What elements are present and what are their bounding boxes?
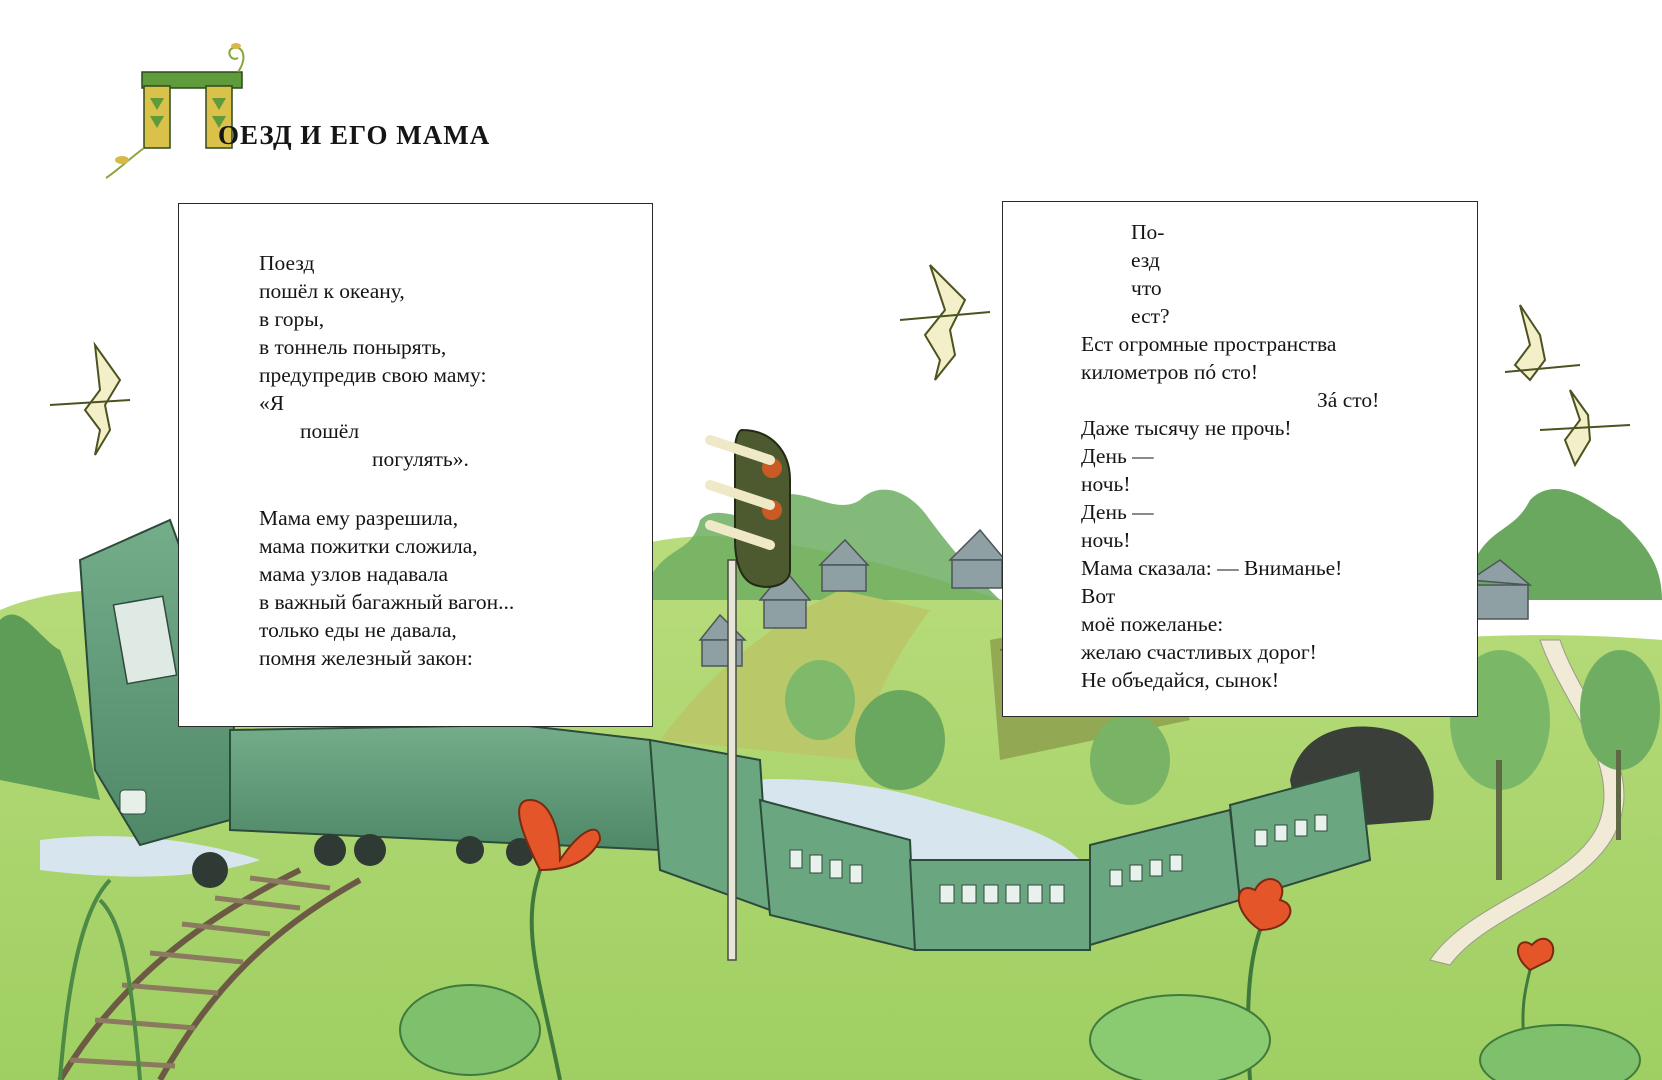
poem-line: Вот [1081, 584, 1116, 608]
poem-line: моё пожеланье: [1081, 612, 1224, 636]
poem-line: ест? [1131, 304, 1170, 328]
poem-line: Даже тысячу не прочь! [1081, 416, 1292, 440]
poem-line: По- [1131, 220, 1165, 244]
poem-line: езд [1131, 248, 1160, 272]
poem-line: Поезд [259, 251, 315, 275]
poem-line: в важный багажный вагон... [259, 590, 515, 614]
poem-line: пошёл [300, 419, 360, 443]
poem-line: мама узлов надавала [259, 562, 449, 586]
poem-line: в тоннель понырять, [259, 335, 447, 359]
poem-line: предупредив свою маму: [259, 363, 487, 387]
poem-line: Зá сто! [1317, 388, 1380, 412]
poem-line: Ест огромные пространства [1081, 332, 1337, 356]
poem-line: что [1131, 276, 1162, 300]
poem-line: погулять». [372, 447, 469, 471]
title-drop-cap [138, 68, 213, 179]
poem-line: Мама ему разрешила, [259, 506, 459, 530]
poem-line: ночь! [1081, 472, 1131, 496]
poem-line: в горы, [259, 307, 325, 331]
poem-line: помня железный закон: [259, 646, 473, 670]
poem-line: только еды не давала, [259, 618, 457, 642]
poem-line: километров пó сто! [1081, 360, 1259, 384]
poem-line: пошёл к океану, [259, 279, 405, 303]
poem-box-left [178, 203, 653, 727]
poem-line: «Я [259, 391, 285, 415]
poem-box-right [1002, 201, 1478, 717]
page-title: ОЕЗД И ЕГО МАМА [218, 120, 491, 150]
poem-line: мама пожитки сложила, [259, 534, 478, 558]
title-block [98, 40, 518, 190]
poem-line: желаю счастливых дорог! [1081, 640, 1317, 664]
poem-line: Не объедайся, сынок! [1081, 668, 1279, 692]
poem-line: Мама сказала: — Вниманье! [1081, 556, 1343, 580]
poem-line: День — [1081, 444, 1154, 468]
poem-line: ночь! [1081, 528, 1131, 552]
poem-line: День — [1081, 500, 1154, 524]
